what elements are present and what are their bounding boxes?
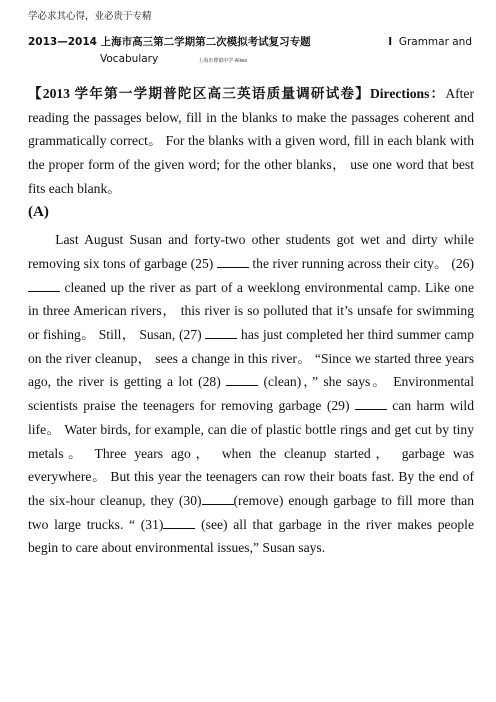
document-body — [28, 82, 474, 560]
header-note: 学必求其心得，业必贵于专精 — [28, 11, 152, 22]
passage-text: (clean)，” she says。 Environmental scientists praise the teenagers for removing garbage (29) — [28, 374, 474, 414]
section-label: (A) — [28, 203, 49, 220]
blank-25[interactable] — [217, 256, 249, 268]
passage-text: Last August Susan and forty-two other students got wet and dirty while removing six tons of garbage (25) — [28, 232, 474, 271]
blank-28[interactable] — [226, 374, 258, 386]
title-subline — [100, 53, 247, 65]
blank-29[interactable] — [355, 398, 387, 410]
directions-head: 【2013 学年第一学期普陀区高三英语质量调研试卷】Directions： — [28, 86, 446, 101]
blank-26[interactable] — [28, 280, 60, 292]
title-right — [388, 36, 472, 48]
school-name: 上海市曹镇中学 Alieo — [198, 58, 248, 64]
passage-text: cleaned up the river as part of a weeklong environmental camp. Like one in three American rivers， this river is so polluted that it’s unsafe for swimming or fishing。 Still， Susan, (27) — [28, 279, 474, 343]
passage-text: (see) all that garbage in the river makes people begin to care about environmental issues,” Susan says. — [28, 516, 474, 556]
blank-31[interactable] — [163, 517, 195, 529]
passage-a — [28, 228, 474, 560]
passage-text: (remove) enough garbage to fill more than two large trucks. “ (31) — [28, 492, 474, 532]
title-sub: Vocabulary — [100, 53, 159, 65]
directions-text: After reading the passages below, fill in the blanks to make the passages coherent and grammatically correct。 For the blanks with a given word, fill in each blank with the proper form of the given word; for the other blanks， use one word that best fits each blank。 — [28, 86, 474, 196]
title-right-text: Grammar and — [398, 36, 472, 48]
document-title — [28, 34, 472, 49]
title-separator: I — [388, 36, 393, 48]
blank-27[interactable] — [205, 327, 237, 339]
passage-text: the river running across their city。 (26) — [252, 255, 474, 271]
blank-30[interactable] — [202, 493, 234, 505]
passage-text: can harm wild life。 Water birds, for example, can die of plastic bottle rings and get cut by tiny metals。 Three years ago， when the cleanup started， garbage was everywhere。 But this year the teenagers can row their boats fast. By the end of the six-hour cleanup, they (30) — [28, 398, 475, 508]
passage-text: has just completed her third summer camp on the river cleanup， sees a change in this river。 “Since we started three years ago, the river is getting a lot (28) — [28, 327, 474, 390]
title-main: 2013—2014 上海市高三第二学期第二次模拟考试复习专题 — [28, 36, 311, 48]
directions — [28, 82, 474, 201]
